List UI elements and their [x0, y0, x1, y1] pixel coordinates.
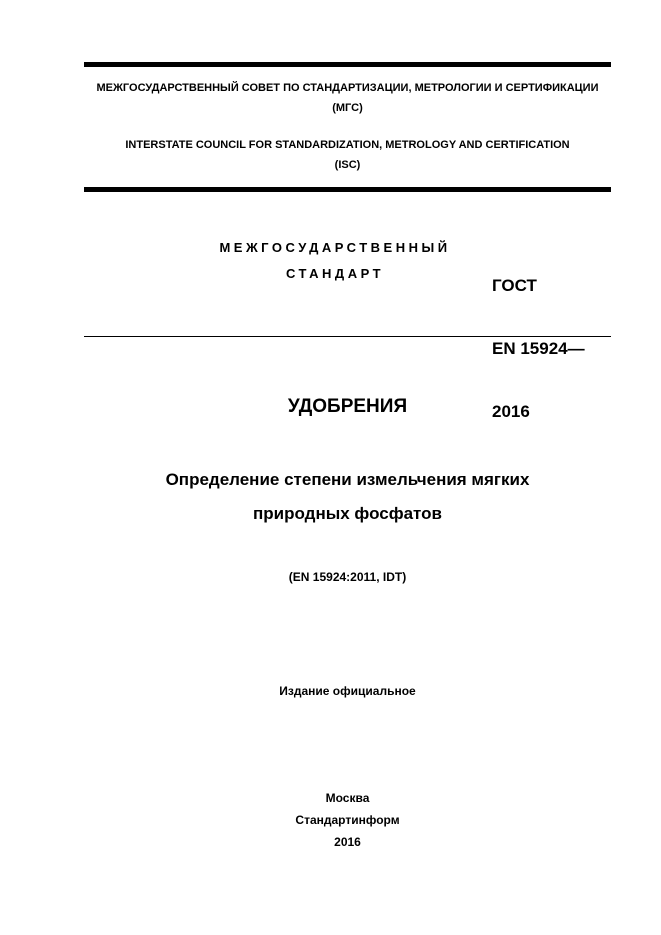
imprint-year: 2016	[334, 835, 361, 849]
subtitle-line2: природных фосфатов	[253, 504, 442, 523]
standard-label-line1: МЕЖГОСУДАРСТВЕННЫЙ	[219, 240, 451, 255]
council-abbr-ru: (МГС)	[332, 102, 363, 114]
designation-line1: ГОСТ	[492, 276, 537, 295]
standard-label-line2: СТАНДАРТ	[285, 266, 385, 281]
imprint-city: Москва	[325, 791, 370, 805]
standard-label	[200, 235, 470, 287]
subtitle-line1: Определение степени измельчения мягких	[165, 470, 530, 489]
council-name-ru-text: МЕЖГОСУДАРСТВЕННЫЙ СОВЕТ ПО СТАНДАРТИЗАЦИИ, МЕТРОЛОГИИ И СЕРТИФИКАЦИИ	[96, 82, 599, 94]
council-name-en-text: INTERSTATE COUNCIL FOR STANDARDIZATION, METROLOGY AND CERTIFICATION	[125, 139, 570, 151]
imprint	[84, 787, 611, 853]
council-bottom-thick-rule	[84, 187, 611, 192]
council-abbr-en: (ISC)	[334, 159, 361, 171]
edition-note: Издание официальное	[279, 684, 416, 698]
designation-line2: EN 15924—	[492, 339, 585, 358]
source-standard-reference: (EN 15924:2011, IDT)	[288, 570, 407, 584]
imprint-publisher: Стандартинформ	[295, 813, 400, 827]
document-title: УДОБРЕНИЯ	[287, 396, 408, 417]
council-name-en	[84, 135, 611, 175]
header-bottom-rule	[84, 336, 611, 337]
document-subtitle	[84, 463, 611, 531]
top-thick-rule	[84, 62, 611, 67]
designation-line3: 2016	[492, 402, 530, 421]
council-name-ru	[84, 78, 611, 118]
